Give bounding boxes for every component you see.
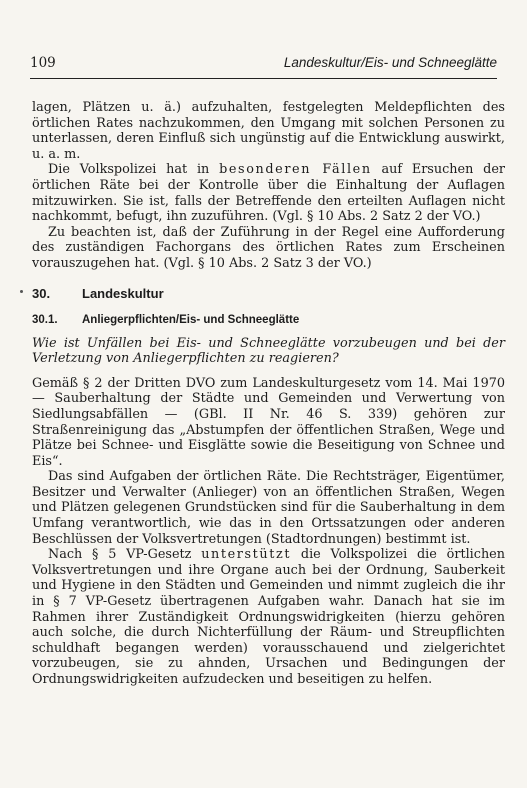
paragraph-duties: Das sind Aufgaben der örtlichen Räte. Die Rechtsträger, Eigentümer, Besitzer und Verwalter (Anlieger) von an öffentlichen Straßen, Wegen und Plätzen gelegenen Grundstücken sind für die Sauberhaltung in dem Umfang verantwortlich, wie das in den Ortssatzungen oder anderen Beschlüssen der Volksvertretungen (Stadtordnungen) bestimmt ist. <box>32 469 505 547</box>
subsection-number: 30.1. <box>32 313 58 326</box>
page-header <box>30 55 497 75</box>
subsection-heading <box>32 312 505 328</box>
paragraph-summons: Zu beachten ist, daß der Zuführung in der Regel eine Aufforderung des zuständigen Fachorgans des örtlichen Rates zum Erscheinen vorauszugehen hat. (Vgl. § 10 Abs. 2 Satz 3 der VO.) <box>32 224 505 271</box>
emphasized-text: unterstützt <box>201 547 292 563</box>
paragraph-vp-law: Nach § 5 VP-Gesetz unterstützt die Volkspolizei die örtlichen Volksvertretungen und ihre Organe auch bei der Ordnung, Sauberkeit und Hygiene in den Städten und Gemeinden und nimmt zugleich die ihr in § 7 VP-Gesetz übertragenen Aufgaben wahr. Danach hat sie im Rahmen ihrer Zuständigkeit Ordnungswidrigkeiten (hierzu gehören auch solche, die durch Nichterfüllung der Räum- und Streupflichten schuldhaft begangen werden) vorausschauend und zielgerichtet vorzubeugen, sie zu ahnden, Ursachen und Bedingungen der Ordnungswidrigkeiten aufzudecken und beseitigen zu helfen. <box>32 547 505 687</box>
section-number: 30. <box>32 285 51 301</box>
question-text: Wie ist Unfällen bei Eis- und Schneeglätte vorzubeugen und bei der Verletzung von Anliegerpflichten zu reagieren? <box>32 335 505 367</box>
section-heading <box>32 286 505 302</box>
header-rule <box>30 78 497 79</box>
running-title: Landeskultur/Eis- und Schneeglätte <box>283 55 497 70</box>
paragraph-police-support: Die Volkspolizei hat in besonderen Fällen auf Ersuchen der örtlichen Räte bei der Kontrolle über die Einhaltung der Auflagen mitzuwirken. Sie ist, falls der Betreffende den erteilten Auflagen nicht nachkommt, befugt, ihn zuzuführen. (Vgl. § 10 Abs. 2 Satz 2 der VO.) <box>32 162 506 225</box>
emphasized-text: besonderen Fällen <box>219 162 372 178</box>
page-number: 109 <box>30 55 56 71</box>
page-body <box>32 100 505 688</box>
paragraph-regulation: Gemäß § 2 der Dritten DVO zum Landeskulturgesetz vom 14. Mai 1970 — Sauberhaltung der Städte und Gemeinden und Verwertung von Siedlungsabfällen — (GBl. II Nr. 46 S. 339) gehören zur Straßenreinigung das „Abstumpfen der öffentlichen Straßen, Wege und Plätze bei Schnee- und Eisglätte sowie die Beseitigung von Schnee und Eis“. <box>32 375 505 469</box>
section-title: Landeskultur <box>82 285 164 301</box>
margin-mark <box>20 290 23 293</box>
subsection-title: Anliegerpflichten/Eis- und Schneeglätte <box>82 313 300 326</box>
paragraph-continued: lagen, Plätzen u. ä.) aufzuhalten, festgelegten Meldepflichten des örtlichen Rates nachzukommen, den Umgang mit solchen Personen zu unterlassen, deren Einfluß sich ungünstig auf die Entwicklung auswirkt, u. a. m. <box>32 100 505 162</box>
